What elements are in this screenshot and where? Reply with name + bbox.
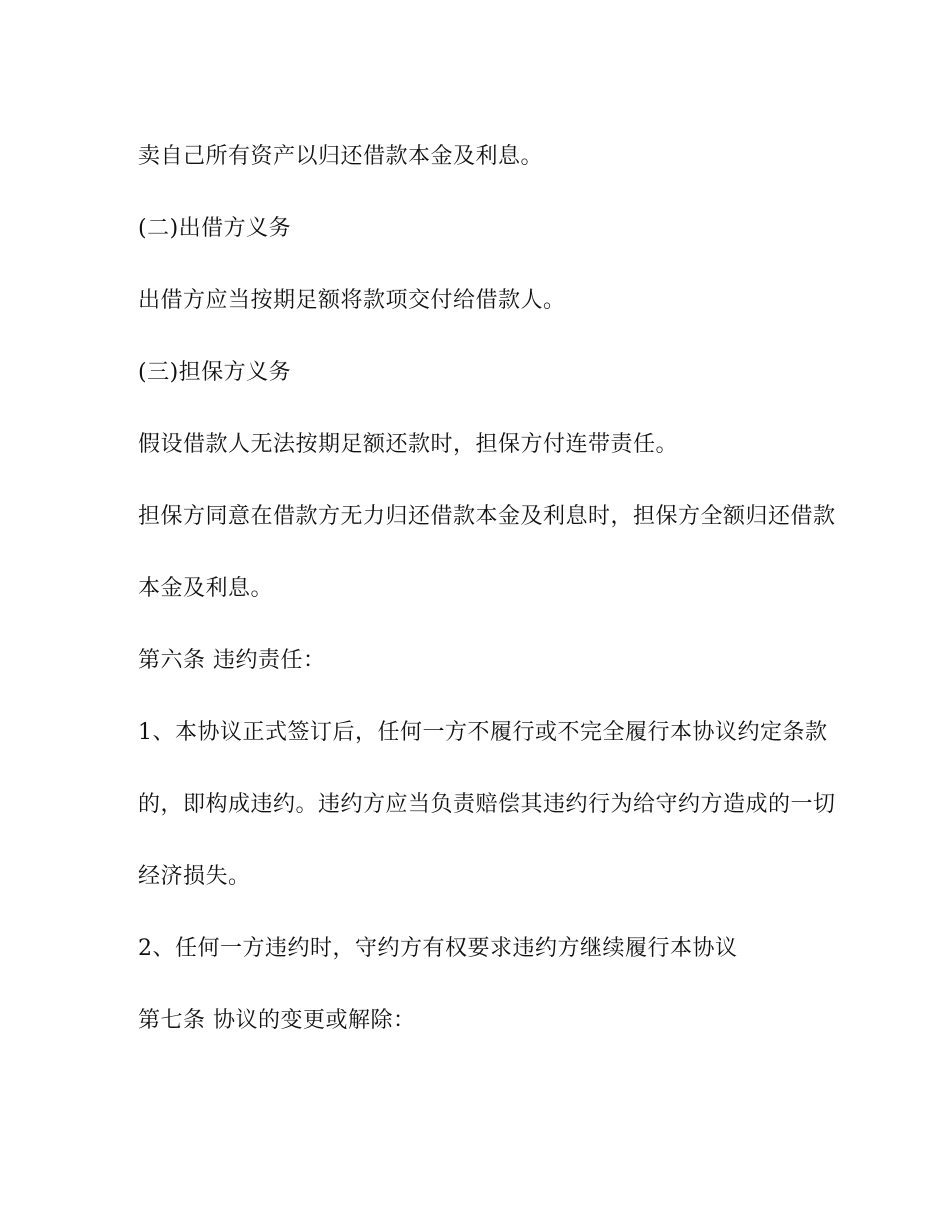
section-heading-lender-obligations: (二)出借方义务 xyxy=(138,216,292,241)
text-line-10: 的，即构成违约。违约方应当负责赔偿其违约行为给守约方造成的一切 xyxy=(138,792,836,817)
text-line-9: 1、本协议正式签订后，任何一方不履行或不完全履行本协议约定条款 xyxy=(138,720,828,745)
article-heading-breach-liability: 第六条 违约责任： xyxy=(138,648,326,673)
text-line-12: 2、任何一方违约时，守约方有权要求违约方继续履行本协议 xyxy=(138,936,738,961)
text-line-6: 担保方同意在借款方无力归还借款本金及利息时，担保方全额归还借款 xyxy=(138,504,836,529)
section-heading-guarantor-obligations: (三)担保方义务 xyxy=(138,360,292,385)
text-line-1: 卖自己所有资产以归还借款本金及利息。 xyxy=(138,144,544,169)
text-line-5: 假设借款人无法按期足额还款时，担保方付连带责任。 xyxy=(138,432,679,457)
text-line-7: 本金及利息。 xyxy=(138,576,274,601)
text-line-11: 经济损失。 xyxy=(138,864,251,889)
article-heading-amendment-termination: 第七条 协议的变更或解除： xyxy=(138,1008,416,1033)
text-line-3: 出借方应当按期足额将款项交付给借款人。 xyxy=(138,288,566,313)
